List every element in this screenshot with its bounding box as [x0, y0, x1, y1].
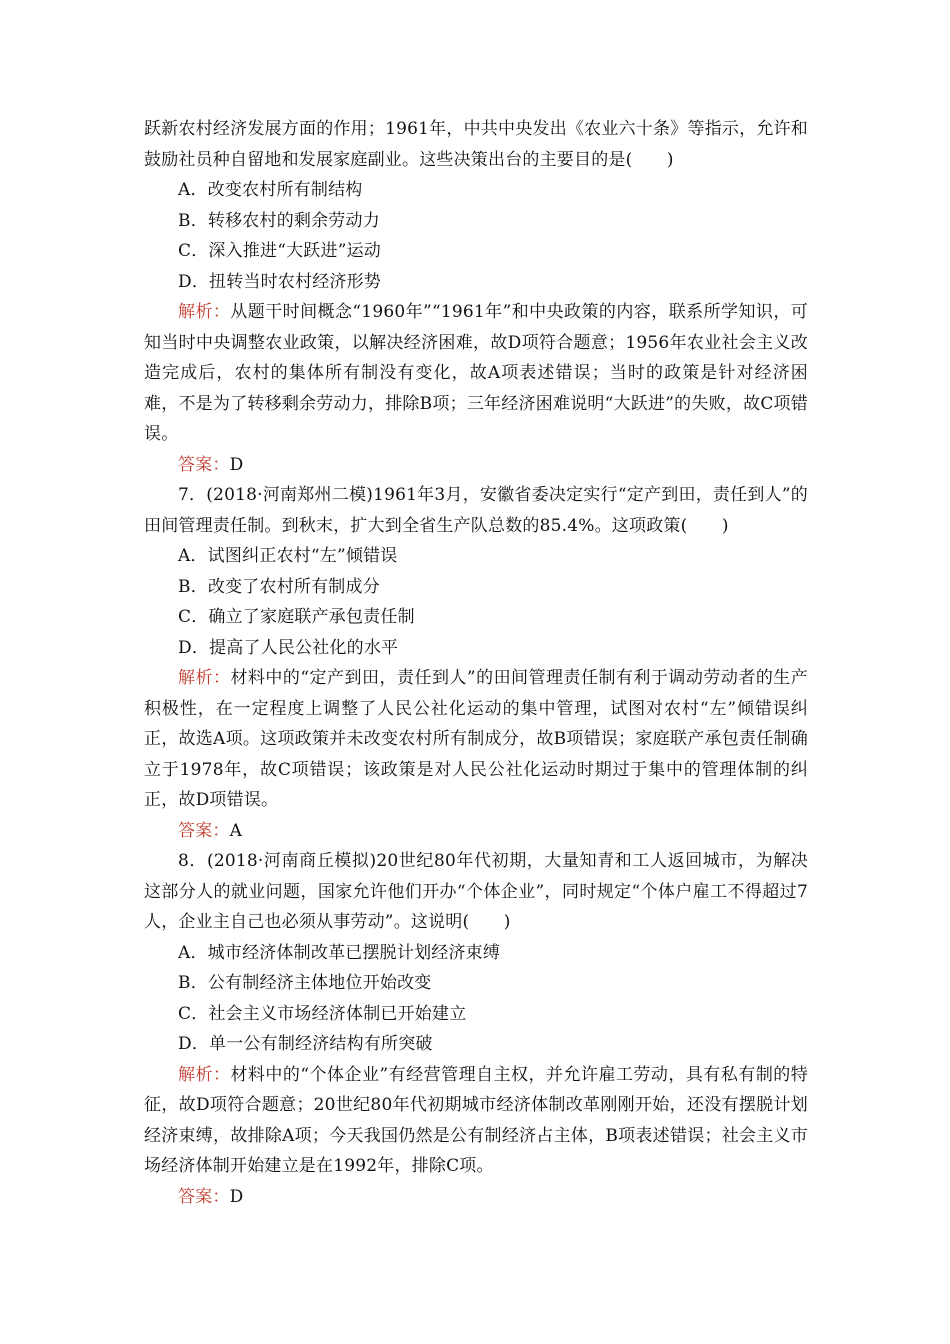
q8-analysis-label: 解析：	[178, 1064, 231, 1085]
q7-option-d: D．提高了人民公社化的水平	[178, 637, 399, 658]
q8-answer-value: D	[229, 1186, 244, 1207]
q8-answer	[144, 1182, 808, 1213]
q6-option-c: C．深入推进“大跃进”运动	[178, 241, 381, 261]
q6-analysis	[144, 297, 808, 450]
q7-answer-value: A	[229, 820, 243, 841]
q6-answer-value: D	[229, 454, 244, 475]
q7-analysis	[144, 663, 808, 816]
q8-option-d: D．单一公有制经济结构有所突破	[178, 1034, 433, 1054]
q7-option-b: B．改变了农村所有制成分	[178, 576, 380, 597]
q8-answer-label: 答案：	[178, 1186, 230, 1207]
q7-answer-label: 答案：	[178, 820, 230, 841]
q7-analysis-label: 解析：	[178, 668, 231, 688]
q6-stem: 跃新农村经济发展方面的作用；1961年，中共中央发出《农业六十条》等指示，允许和鼓励社员种自留地和发展家庭副业。这些决策出台的主要目的是( )	[144, 119, 808, 170]
document-page	[144, 114, 808, 1212]
q8-analysis	[144, 1060, 808, 1182]
q8-stem: 8．(2018·河南商丘模拟)20世纪80年代初期，大量知青和工人返回城市，为解决这部分人的就业问题，国家允许他们开办“个体企业”，同时规定“个体户雇工不得超过7人，企业主自己也必须从事劳动”。这说明( )	[144, 851, 808, 932]
q7-stem: 7．(2018·河南郑州二模)1961年3月，安徽省委决定实行“定产到田，责任到人”的田间管理责任制。到秋末，扩大到全省生产队总数的85.4%。这项政策( )	[144, 485, 808, 536]
q6-answer-label: 答案：	[178, 454, 230, 475]
q6-analysis-text: 从题干时间概念“1960年”“1961年”和中央政策的内容，联系所学知识，可知当时中央调整农业政策，以解决经济困难，故D项符合题意；1956年农业社会主义改造完成后，农村的集体所有制没有变化，故A项表述错误；当时的政策是针对经济困难，不是为了转移剩余劳动力，排除B项；三年经济困难说明“大跃进”的失败，故C项错误。	[144, 302, 808, 444]
q7-option-a: A．试图纠正农村“左”倾错误	[178, 546, 398, 566]
q8-option-b: B．公有制经济主体地位开始改变	[178, 973, 432, 993]
q8-option-a: A．城市经济体制改革已摆脱计划经济束缚	[178, 942, 501, 963]
q6-option-a: A．改变农村所有制结构	[178, 180, 363, 200]
q6-option-b: B．转移农村的剩余劳动力	[178, 210, 380, 231]
q8-option-c: C．社会主义市场经济体制已开始建立	[178, 1003, 467, 1024]
q7-option-c: C．确立了家庭联产承包责任制	[178, 607, 415, 627]
q8-analysis-text: 材料中的“个体企业”有经营管理自主权，并允许雇工劳动，具有私有制的特征，故D项符合题意；20世纪80年代初期城市经济体制改革刚刚开始，还没有摆脱计划经济束缚，故排除A项；今天我国仍然是公有制经济占主体，B项表述错误；社会主义市场经济体制开始建立是在1992年，排除C项。	[144, 1064, 808, 1176]
q7-analysis-text: 材料中的“定产到田，责任到人”的田间管理责任制有利于调动劳动者的生产积极性，在一定程度上调整了人民公社化运动的集中管理，试图对农村“左”倾错误纠正，故选A项。这项政策并未改变农村所有制成分，故B项错误；家庭联产承包责任制确立于1978年，故C项错误；该政策是对人民公社化运动时期过于集中的管理体制的纠正，故D项错误。	[144, 668, 808, 810]
q6-answer	[144, 450, 808, 481]
q7-answer	[144, 816, 808, 847]
q6-analysis-label: 解析：	[178, 302, 231, 322]
q6-option-d: D．扭转当时农村经济形势	[178, 271, 382, 292]
